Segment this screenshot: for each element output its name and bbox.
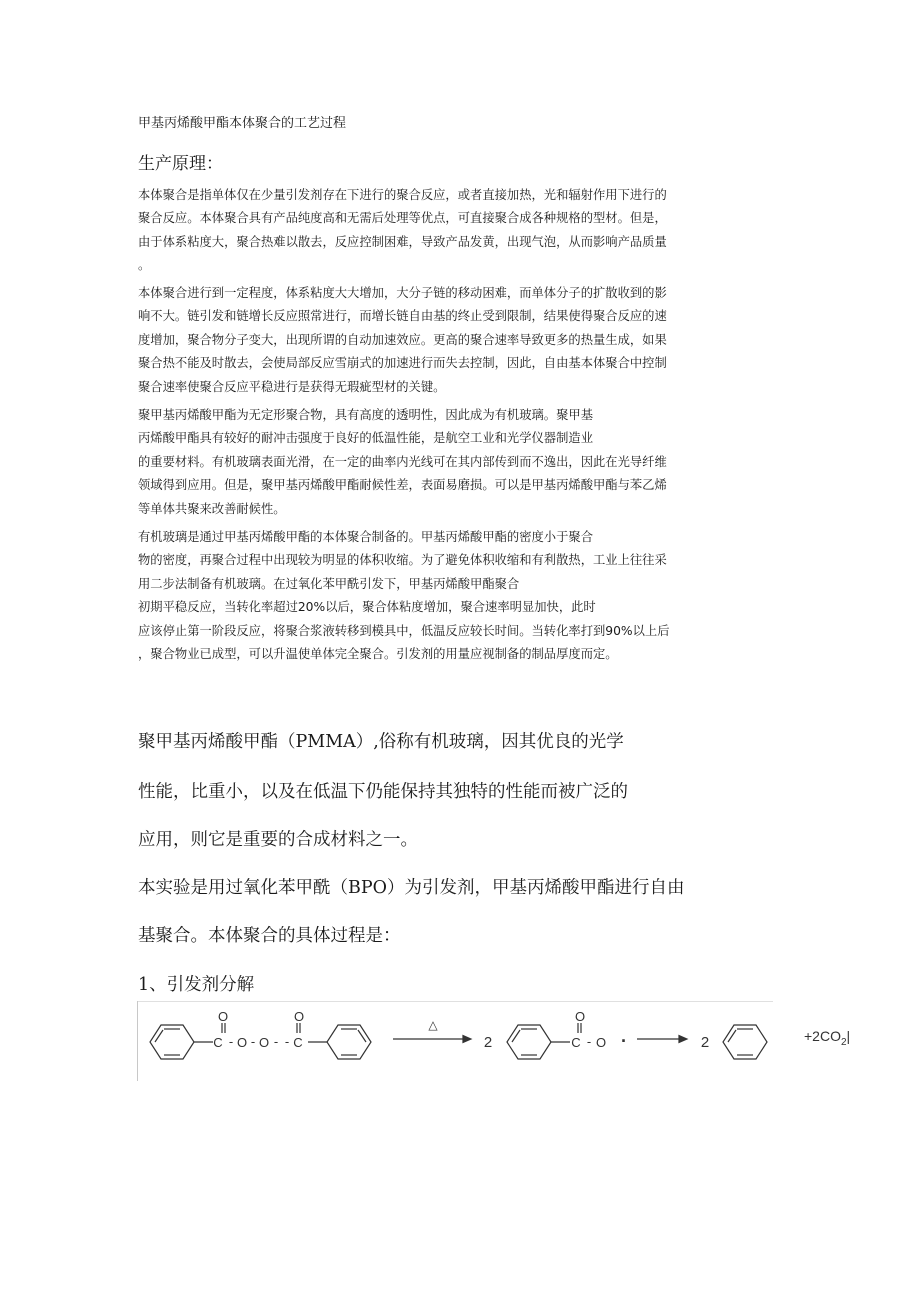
step-heading-initiator-decomposition: 1、引发剂分解	[138, 975, 255, 995]
text-line: 由于体系粘度大，聚合热难以散去，反应控制困难，导致产品发黄，出现气泡，从而影响产品质量	[138, 234, 667, 249]
carbon-label: C	[293, 1035, 303, 1050]
text-line: 初期平稳反应，当转化率超过20%以后，聚合体粘度增加，聚合速率明显加快，此时	[138, 600, 596, 615]
bond-dash: -	[586, 1034, 592, 1049]
co2-subscript: 2	[840, 1036, 847, 1048]
text-line: 性能，比重小，以及在低温下仍能保持其独特的性能而被广泛的	[138, 782, 628, 802]
text-cursor-bar: |	[846, 1028, 851, 1044]
text-line: 聚合反应。本体聚合具有产品纯度高和无需后处理等优点，可直接聚合成各种规格的型材。但是，	[138, 211, 667, 226]
coefficient-radical: 2	[483, 1034, 493, 1051]
bond-dash: -	[273, 1034, 279, 1049]
bond-dash: -	[250, 1034, 256, 1049]
text-line: 基聚合。本体聚合的具体过程是：	[138, 926, 401, 946]
carbonyl-oxygen-label: O	[217, 1009, 229, 1024]
text-line: 本体聚合是指单体仅在少量引发剂存在下进行的聚合反应，或者直接加热，光和辐射作用下进行的	[138, 188, 667, 202]
oxygen-label: O	[595, 1035, 607, 1050]
text-line: 的重要材料。有机玻璃表面光滑，在一定的曲率内光线可在其内部传到而不逸出，因此在光导纤维	[138, 454, 667, 469]
text-line: 本体聚合进行到一定程度，体系粘度大大增加，大分子链的移动困难，而单体分子的扩散收到的影	[138, 286, 667, 300]
benzene-ring-icon	[327, 1025, 371, 1059]
co2-prefix: +2CO	[804, 1028, 841, 1044]
benzene-ring-icon	[150, 1025, 194, 1059]
carbonyl-oxygen-label: O	[574, 1009, 586, 1024]
text-line: 丙烯酸甲酯具有较好的耐冲击强度于良好的低温性能，是航空工业和光学仪器制造业	[138, 431, 593, 446]
text-line: 。	[138, 258, 151, 273]
text-line: 响不大。链引发和链增长反应照常进行，而增长链自由基的终止受到限制，结果使得聚合反应的速	[138, 309, 667, 324]
text-line: 度增加，聚合物分子变大，出现所谓的自动加速效应。更高的聚合速率导致更多的热量生成，如果	[138, 332, 667, 347]
text-line: 等单体共聚来改善耐候性。	[138, 501, 286, 516]
benzene-ring-icon	[507, 1025, 551, 1059]
document-title: 甲基丙烯酸甲酯本体聚合的工艺过程	[138, 116, 347, 131]
benzene-ring-icon	[723, 1025, 767, 1059]
section-heading-production-principle: 生产原理：	[138, 154, 223, 174]
reaction-arrow-icon	[637, 1036, 687, 1043]
text-line: 应该停止第一阶段反应，将聚合浆液转移到模具中，低温反应较长时间。当转化率打到90%以上后	[138, 623, 670, 638]
text-line: 应用，则它是重要的合成材料之一。	[138, 830, 418, 850]
pmma-experiment-section	[138, 0, 778, 1000]
reaction-arrow-icon	[393, 1036, 471, 1043]
text-line: 聚合速率使聚合反应平稳进行是获得无瑕疵型材的关键。	[138, 379, 446, 394]
oxygen-label: O	[258, 1035, 270, 1050]
bond-dash: -	[228, 1034, 234, 1049]
text-line: 有机玻璃是通过甲基丙烯酸甲酯的本体聚合制备的。甲基丙烯酸甲酯的密度小于聚合	[138, 530, 593, 544]
heat-symbol: △	[428, 1018, 438, 1032]
coefficient-phenyl: 2	[700, 1034, 710, 1051]
bond-dash: -	[284, 1034, 290, 1049]
carbonyl-oxygen-label: O	[293, 1009, 305, 1024]
text-line: 聚合热不能及时散去，会使局部反应雪崩式的加速进行而失去控制，因此，自由基本体聚合中控制	[138, 356, 667, 371]
radical-dot: ·	[621, 1031, 627, 1051]
reaction-scheme-graphic	[137, 999, 773, 1083]
co2-byproduct-label	[804, 1028, 850, 1048]
text-line: 用二步法制备有机玻璃。在过氧化苯甲酰引发下，甲基丙烯酸甲酯聚合	[138, 576, 520, 591]
text-line: 本实验是用过氧化苯甲酰（BPO）为引发剂，甲基丙烯酸甲酯进行自由	[138, 878, 685, 898]
carbon-label: C	[571, 1035, 581, 1050]
text-line: 聚甲基丙烯酸甲酯（PMMA）,俗称有机玻璃，因其优良的光学	[138, 732, 624, 752]
initiator-decomposition-equation	[137, 999, 773, 1083]
text-line: 物的密度，再聚合过程中出现较为明显的体积收缩。为了避免体积收缩和有利散热，工业上往往采	[138, 553, 667, 568]
oxygen-label: O	[236, 1035, 248, 1050]
carbon-label: C	[213, 1035, 223, 1050]
text-line: 领域得到应用。但是，聚甲基丙烯酸甲酯耐候性差，表面易磨损。可以是甲基丙烯酸甲酯与苯乙烯	[138, 478, 667, 493]
text-line: ，聚合物业已成型，可以升温使单体完全聚合。引发剂的用量应视制备的制品厚度而定。	[138, 647, 618, 662]
text-line: 聚甲基丙烯酸甲酯为无定形聚合物，具有高度的透明性，因此成为有机玻璃。聚甲基	[138, 408, 593, 422]
